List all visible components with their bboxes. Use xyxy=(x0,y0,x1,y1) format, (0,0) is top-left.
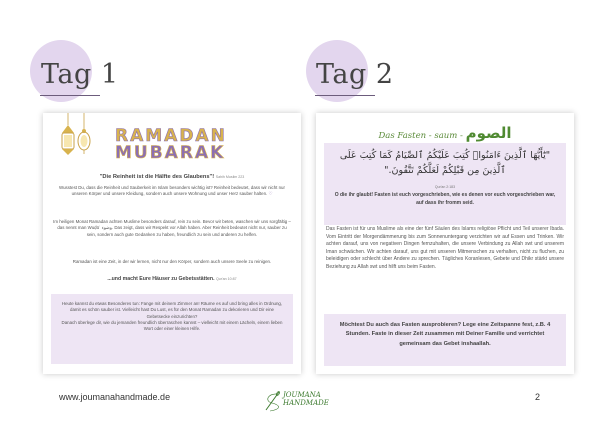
day2-activity-text: Möchtest Du auch das Fasten ausprobieren? Lege eine Zeitspanne fest, z.B. 4 Stunden. Faste in dieser Zeit zusammen mit Deiner Familie und verrichtet gemeinsam das Gebet inshaallah. xyxy=(339,322,551,347)
day2-paragraph: Das Fasten ist für uns Muslime als eine der fünf Säulen des Islams religiöse Pflicht und Teil unserer Ibada. Vom Eintritt der Morgendämmerung bis zum Sonnenuntergang verzichten wir auf Essen und Trinken. Wir achten darauf, uns von negativen Dingen fernzuhalten, die unsere Verbindung zu Allah swt und unserem Iman schwächen. Wir achten darauf, uns gut mit unseren Mitmenschen zu verhalten, nicht zu fluchen, zu beleidigen oder schlecht über Andere zu sprechen. Tägliches Koranlesen, Gebete und Dhikr stärkt unsere Beziehung zu Allah swt und hilft uns beim Fasten. xyxy=(326,226,564,270)
day1-activity-box xyxy=(51,294,293,364)
footer-website-link[interactable]: www.joumanahandmade.de xyxy=(59,392,171,402)
banner-line-1: RAMADAN xyxy=(115,126,227,146)
day1-paragraph-2: Im heiligen Monat Ramadan achten Muslime besonders darauf, rein zu sein. Bevor wir beten, waschen wir uns sorgfältig – das nennt man Wuḍūʾ وضوء. Das zeigt, dass wir Respekt vor Allah haben. Aber Reinheit bedeutet nicht nur, sauber zu sein, sondern auch gute Gedanken zu haben, freundlich zu sein und anderen zu helfen. xyxy=(53,219,291,237)
logo-line-2: HANDMADE xyxy=(283,399,329,407)
tag-label-2: Tag 2 xyxy=(316,59,394,90)
needle-thread-icon xyxy=(262,389,284,413)
day1-quran-source: Qur'an 10:87 xyxy=(216,277,237,281)
day1-paragraph-1-text: Wusstest Du, dass die Reinheit und Sauberkeit im Islam besonders wichtig ist? Reinheit bedeutet, dass wir nicht nur unseren Körper und unsere Kleidung, sondern auch unsere Wohnung und unser Herz sauber halten. xyxy=(59,185,285,197)
day1-quran-quote xyxy=(53,276,291,282)
logo-line-1: JOUMANA xyxy=(283,391,321,399)
brand-logo xyxy=(262,389,342,413)
day2-activity-box xyxy=(324,314,566,366)
quran-verse-source: Qur'an 2:183 xyxy=(434,185,456,189)
day2-title xyxy=(324,124,566,143)
day2-card xyxy=(316,113,574,374)
day1-quran-quote-text: ...und macht Eure Häuser zu Gebetsstätten. xyxy=(107,276,215,282)
hadith-quote xyxy=(51,174,293,180)
day1-activity-text-2: Danach überlege dir, wie du jemanden freundlich überraschen kannst – vielleicht mit einem Lächeln, einem lieben Wort oder einer kleinen Hilfe. xyxy=(61,319,283,332)
quran-verse-translation: O die ihr glaubt! Fasten ist euch vorgeschrieben, wie es denen vor euch vorgeschrieben war, auf dass ihr fromm seid. xyxy=(334,192,556,206)
day1-paragraph-1 xyxy=(53,185,291,198)
day1-activity-text-1: Heute kannst du etwas Besonderes tun: Fange mit deinem Zimmer an! Räume es auf und bring alles in Ordnung, damit es schön sauber ist. Vielleicht hast Du Lust, es für den Monat Ramadan zu dekorieren und Dir eine Gebetsecke einzurichten? xyxy=(61,301,283,319)
tag-underline-2 xyxy=(315,95,375,96)
lantern-icon xyxy=(74,113,94,155)
day1-paragraph-3: Ramadan ist eine Zeit, in der wir lernen, nicht nur den Körper, sondern auch unsere Seele zu reinigen. xyxy=(72,259,272,264)
day2-title-latin: Das Fasten - saum - xyxy=(378,131,466,141)
banner-line-2: MUBARAK xyxy=(115,143,226,163)
day1-card xyxy=(43,113,301,374)
heart-icon: ♡ xyxy=(268,191,273,197)
page-number: 2 xyxy=(535,392,541,402)
hadith-quote-text: "Die Reinheit ist die Hälfte des Glaubens"! xyxy=(99,174,215,180)
tag-underline-1 xyxy=(40,95,100,96)
day2-verse-box xyxy=(324,143,566,225)
quran-verse-arabic: "يَٰٓأَيُّهَا ٱلَّذِينَ ءَامَنُوا۟ كُتِبَ عَلَيْكُمُ ٱلصِّيَامُ كَمَا كُتِبَ عَلَى ٱلَّذِينَ مِن قَبْلِكُمْ لَعَلَّكُمْ تَتَّقُونَ." xyxy=(339,150,551,176)
tag-label-1: Tag 1 xyxy=(41,59,119,90)
hadith-source: Sahih Muslim 223 xyxy=(215,175,245,179)
ramadan-mubarak-banner xyxy=(115,128,225,162)
day2-title-arabic: الصوم xyxy=(465,124,512,142)
